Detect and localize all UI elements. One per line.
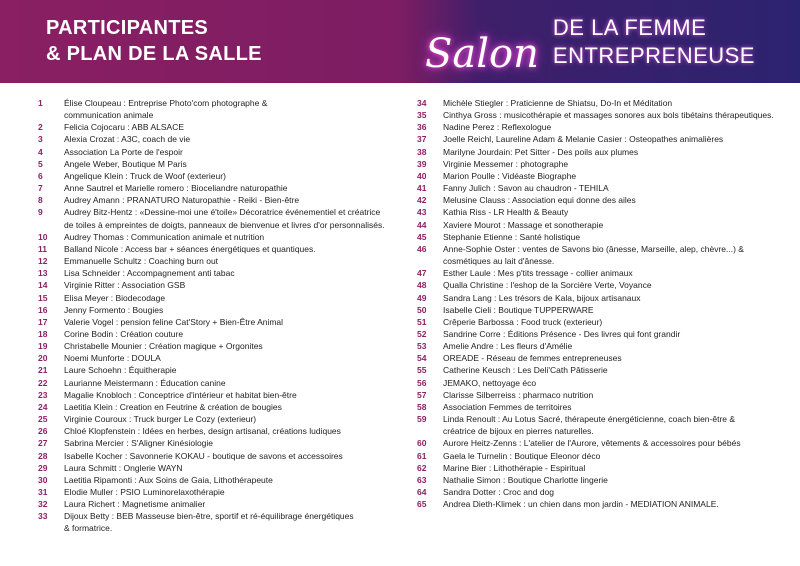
participant-description: Laetitia Klein : Creation en Feutrine & création de bougies <box>64 401 282 412</box>
participant-row <box>417 292 787 304</box>
participant-number: 62 <box>417 462 427 473</box>
participant-number: 33 <box>38 511 48 522</box>
participant-description: Clarisse Silberreiss : pharmaco nutrition <box>443 389 594 400</box>
participant-number: 41 <box>417 183 427 194</box>
participant-description: Sandra Dotter : Croc and dog <box>443 487 555 497</box>
participant-number: 40 <box>417 170 427 181</box>
participant-row <box>38 437 398 449</box>
participant-description: Nathalie Simon : Boutique Charlotte lingerie <box>443 474 608 485</box>
participant-description: Aurore Heitz-Zenns : L'atelier de l'Aurore, vêtements & accessoires pour bébés <box>443 438 741 449</box>
participant-row <box>38 352 398 364</box>
participants-list-left <box>38 97 398 535</box>
participant-number: 63 <box>417 474 427 485</box>
participant-number: 59 <box>417 414 427 425</box>
participant-description: Dijoux Betty : BEB Masseuse bien-être, sportif et ré-équilibrage énergétiques & formatrice. <box>64 511 354 534</box>
participant-number: 28 <box>38 450 48 461</box>
participant-row <box>38 474 398 486</box>
participant-number: 45 <box>417 231 427 242</box>
participant-row <box>38 340 398 352</box>
participant-description: Elisa Meyer : Biodecodage <box>64 292 166 303</box>
participant-description: Angele Weber, Boutique M Paris <box>64 158 187 169</box>
participant-description: Crêperie Barbossa : Food truck (exterieur) <box>443 316 603 327</box>
participant-number: 1 <box>38 98 43 108</box>
participant-row <box>38 170 398 182</box>
participant-description: Elodie Muller : PSIO Luminorelaxothérapie <box>64 487 225 497</box>
participant-row <box>38 510 398 534</box>
participant-description: Joelle Reichl, Laureline Adam & Melanie Casier : Osteopathes animalières <box>443 134 724 145</box>
participant-description: Fanny Julich : Savon au chaudron - TEHILA <box>443 183 609 194</box>
participant-row <box>417 450 787 462</box>
participant-row <box>417 146 787 158</box>
participant-number: 44 <box>417 219 427 230</box>
participant-number: 46 <box>417 243 427 254</box>
participant-number: 56 <box>417 377 427 388</box>
participant-number: 31 <box>38 487 48 497</box>
participant-row <box>417 279 787 291</box>
title-line-2: & PLAN DE LA SALLE <box>46 43 262 65</box>
participant-number: 60 <box>417 438 427 449</box>
participant-description: Association Femmes de territoires <box>443 401 572 412</box>
participant-row <box>417 243 787 267</box>
participant-row <box>417 109 787 121</box>
participant-number: 50 <box>417 304 427 315</box>
participant-row <box>417 182 787 194</box>
participant-row <box>417 389 787 401</box>
participant-row <box>417 340 787 352</box>
participant-number: 49 <box>417 292 427 303</box>
participant-description: Qualla Christine : l'eshop de la Sorcière Verte, Voyance <box>443 280 652 291</box>
participant-description: Catherine Keusch : Les Deli'Cath Pâtisserie <box>443 365 608 376</box>
participant-number: 43 <box>417 207 427 218</box>
participant-number: 52 <box>417 328 427 339</box>
participant-number: 54 <box>417 353 427 364</box>
participant-description: Christabelle Mounier : Création magique + Orgonites <box>64 341 263 352</box>
participant-row <box>38 498 398 510</box>
participant-number: 30 <box>38 474 48 485</box>
participant-description: Sandrine Corre : Éditions Présence - Des livres qui font grandir <box>443 328 681 339</box>
participant-row <box>38 462 398 474</box>
participant-row <box>38 243 398 255</box>
participant-row <box>417 158 787 170</box>
participant-number: 14 <box>38 280 48 291</box>
participant-row <box>38 255 398 267</box>
participant-number: 27 <box>38 438 48 449</box>
participant-number: 2 <box>38 122 43 133</box>
participant-description: Amelie Andre : Les fleurs d'Amélie <box>443 341 573 352</box>
participant-description: Valerie Vogel : pension feline Cat'Story + Bien-Être Animal <box>64 316 284 327</box>
page-title <box>46 15 262 67</box>
participant-number: 8 <box>38 195 43 206</box>
participant-number: 32 <box>38 499 48 510</box>
participant-row <box>38 304 398 316</box>
participant-number: 47 <box>417 268 427 279</box>
participant-row <box>38 328 398 340</box>
participant-row <box>38 182 398 194</box>
participant-description: Sabrina Mercier : S'Aligner Kinésiologie <box>64 438 214 449</box>
participant-number: 58 <box>417 401 427 412</box>
participant-number: 20 <box>38 353 48 364</box>
participant-description: Balland Nicole : Access bar + séances énergétiques et quantiques. <box>64 243 316 254</box>
participant-number: 48 <box>417 280 427 291</box>
participant-number: 38 <box>417 146 427 157</box>
participant-row <box>417 304 787 316</box>
participant-row <box>417 231 787 243</box>
participant-row <box>417 121 787 133</box>
participant-row <box>417 462 787 474</box>
participant-number: 24 <box>38 401 48 412</box>
participant-number: 26 <box>38 426 48 437</box>
participant-description: Jenny Formento : Bougies <box>64 304 164 315</box>
participant-description: Cinthya Gross : musicothérapie et massages sonores aux bols tibétains thérapeutiques. <box>443 110 774 121</box>
participant-number: 12 <box>38 256 48 267</box>
participant-row <box>38 316 398 328</box>
participant-description: Marine Bier : Lithothérapie - Espiritual <box>443 462 586 473</box>
participant-number: 18 <box>38 328 48 339</box>
participant-description: Audrey Thomas : Communication animale et nutrition <box>64 231 265 242</box>
participant-number: 57 <box>417 389 427 400</box>
participant-number: 64 <box>417 487 427 497</box>
participant-row <box>38 158 398 170</box>
participant-row <box>38 292 398 304</box>
participant-row <box>38 194 398 206</box>
participant-row <box>417 97 787 109</box>
participant-number: 11 <box>38 243 47 254</box>
participant-number: 15 <box>38 292 48 303</box>
participant-description: Felicia Cojocaru : ABB ALSACE <box>64 122 185 133</box>
participant-row <box>417 498 787 510</box>
participant-description: Laure Schoehn : Équitherapie <box>64 365 177 376</box>
participant-number: 13 <box>38 268 48 279</box>
participant-row <box>417 377 787 389</box>
participant-description: Noemi Munforte : DOULA <box>64 353 161 364</box>
participant-row <box>38 279 398 291</box>
participant-number: 21 <box>38 365 48 376</box>
participant-description: Virginie Couroux : Truck burger Le Cozy (exterieur) <box>64 414 257 425</box>
participant-description: OREADE - Réseau de femmes entrepreneuses <box>443 353 622 364</box>
participant-description: Laetitia Ripamonti : Aux Soins de Gaia, Lithothérapeute <box>64 474 273 485</box>
participant-description: Anne Sautrel et Marielle romero : Bioceliandre naturopathie <box>64 183 288 194</box>
participant-description: Virginie Ritter : Association GSB <box>64 280 186 291</box>
participant-row <box>38 133 398 145</box>
participant-description: Marion Poulle : Vidéaste Biographe <box>443 170 577 181</box>
participant-description: Élise Cloupeau : Entreprise Photo'com photographe & communication animale <box>64 98 268 121</box>
participant-row <box>417 194 787 206</box>
participant-number: 35 <box>417 110 427 121</box>
participant-number: 51 <box>417 316 427 327</box>
participant-row <box>38 364 398 376</box>
participant-description: Chloé Klopfenstein : Idées en herbes, design artisanal, créations ludiques <box>64 426 341 437</box>
participant-number: 25 <box>38 414 48 425</box>
participant-description: Gaela le Turnelin : Boutique Eleonor déco <box>443 450 601 461</box>
participant-description: Lisa Schneider : Accompagnement anti tabac <box>64 268 235 279</box>
participant-row <box>38 377 398 389</box>
logo-subtitle: DE LA FEMME ENTREPRENEUSE <box>552 15 755 68</box>
participant-row <box>38 146 398 158</box>
participant-row <box>38 121 398 133</box>
participant-description: Esther Laule : Mes p'tits tressage - collier animaux <box>443 268 633 279</box>
participant-row <box>38 97 398 121</box>
participant-row <box>417 170 787 182</box>
participant-description: JEMAKO, nettoyage éco <box>443 377 537 388</box>
participant-description: Corine Bodin : Création couture <box>64 328 184 339</box>
participant-row <box>38 389 398 401</box>
participant-row <box>38 486 398 498</box>
participant-row <box>38 450 398 462</box>
participant-number: 55 <box>417 365 427 376</box>
participant-description: Isabelle Kocher : Savonnerie KOKAU - boutique de savons et accessoires <box>64 450 343 461</box>
participant-number: 42 <box>417 195 427 206</box>
participant-row <box>417 401 787 413</box>
participant-number: 65 <box>417 499 427 510</box>
participant-description: Laurianne Meistermann : Éducation canine <box>64 377 226 388</box>
participant-number: 19 <box>38 341 48 352</box>
participant-row <box>417 437 787 449</box>
participant-description: Sandra Lang : Les trésors de Kala, bijoux artisanaux <box>443 292 641 303</box>
participants-list-right <box>417 97 787 510</box>
participant-number: 39 <box>417 158 427 169</box>
participant-description: Association La Porte de l'espoir <box>64 146 183 157</box>
participant-number: 22 <box>38 377 48 388</box>
participant-row <box>417 413 787 437</box>
participant-row <box>38 206 398 230</box>
participant-row <box>38 401 398 413</box>
participant-row <box>38 413 398 425</box>
participant-description: Melusine Clauss : Association equi donne des ailes <box>443 195 636 206</box>
event-logo <box>425 14 800 76</box>
title-line-1: PARTICIPANTES <box>46 17 209 39</box>
participant-number: 34 <box>417 98 427 108</box>
participant-description: Isabelle Cieli : Boutique TUPPERWARE <box>443 304 594 315</box>
participant-number: 5 <box>38 158 43 169</box>
participant-description: Michèle Stiegler : Praticienne de Shiatsu, Do-In et Méditation <box>443 98 673 108</box>
participant-row <box>38 231 398 243</box>
participant-number: 61 <box>417 450 427 461</box>
participant-description: Angelique Klein : Truck de Woof (exterieur) <box>64 170 226 181</box>
participant-row <box>417 474 787 486</box>
participant-number: 4 <box>38 146 43 157</box>
participant-row <box>417 267 787 279</box>
participant-number: 7 <box>38 183 43 194</box>
participant-description: Magalie Knobloch : Conceptrice d'intérieur et habitat bien-être <box>64 389 297 400</box>
participant-description: Stephanie Etienne : Santé holistique <box>443 231 581 242</box>
participant-number: 9 <box>38 207 43 218</box>
participant-description: Emmanuelle Schultz : Coaching burn out <box>64 256 219 267</box>
participant-description: Laura Schmitt : Onglerie WAYN <box>64 462 183 473</box>
participant-description: Audrey Amann : PRANATURO Naturopathie - Reiki - Bien-être <box>64 195 300 206</box>
participant-row <box>417 206 787 218</box>
participant-row <box>417 133 787 145</box>
participant-description: Xaviere Mourot : Massage et sonotherapie <box>443 219 604 230</box>
participant-row <box>38 425 398 437</box>
participant-row <box>417 352 787 364</box>
participant-description: Virginie Messemer : photographe <box>443 158 569 169</box>
participant-number: 23 <box>38 389 48 400</box>
participant-description: Nadine Perez : Reflexologue <box>443 122 552 133</box>
participant-number: 6 <box>38 170 43 181</box>
participant-number: 37 <box>417 134 427 145</box>
participant-number: 3 <box>38 134 43 145</box>
participant-number: 16 <box>38 304 48 315</box>
header-banner <box>0 0 800 83</box>
participant-row <box>417 364 787 376</box>
participant-description: Anne-Sophie Oster : ventes de Savons bio (ânesse, Marseille, alep, chèvre...) & cosmétiques au lait d'ânesse. <box>443 243 744 267</box>
participant-number: 17 <box>38 316 48 327</box>
participant-description: Linda Renoult : Au Lotus Sacré, thérapeute énergéticienne, coach bien-être & créatrice de bijoux en pierres naturelles. <box>443 414 736 437</box>
participant-description: Alexia Crozat : A3C, coach de vie <box>64 134 191 145</box>
participant-number: 53 <box>417 341 427 352</box>
participant-number: 36 <box>417 122 427 133</box>
participant-description: Laura Richert : Magnetisme animalier <box>64 499 206 510</box>
participant-row <box>417 328 787 340</box>
logo-script-salon: Salon <box>425 31 539 77</box>
participant-description: Kathia Riss - LR Health & Beauty <box>443 207 569 218</box>
participant-description: Andrea Dieth-Klimek : un chien dans mon jardin - MEDIATION ANIMALE. <box>443 499 719 510</box>
participant-description: Audrey Bitz-Hentz : «Dessine-moi une é'toile» Décoratrice événementiel et créatrice de toiles à empreintes de doigts, panneaux de bienvenue et livres d'or personnalisés. <box>64 207 385 230</box>
participant-row <box>417 486 787 498</box>
participant-number: 29 <box>38 462 48 473</box>
participant-row <box>38 267 398 279</box>
participant-number: 10 <box>38 231 48 242</box>
participant-row <box>417 316 787 328</box>
participant-row <box>417 219 787 231</box>
participant-description: Marilyne Jourdain: Pet Sitter - Des poils aux plumes <box>443 146 639 157</box>
